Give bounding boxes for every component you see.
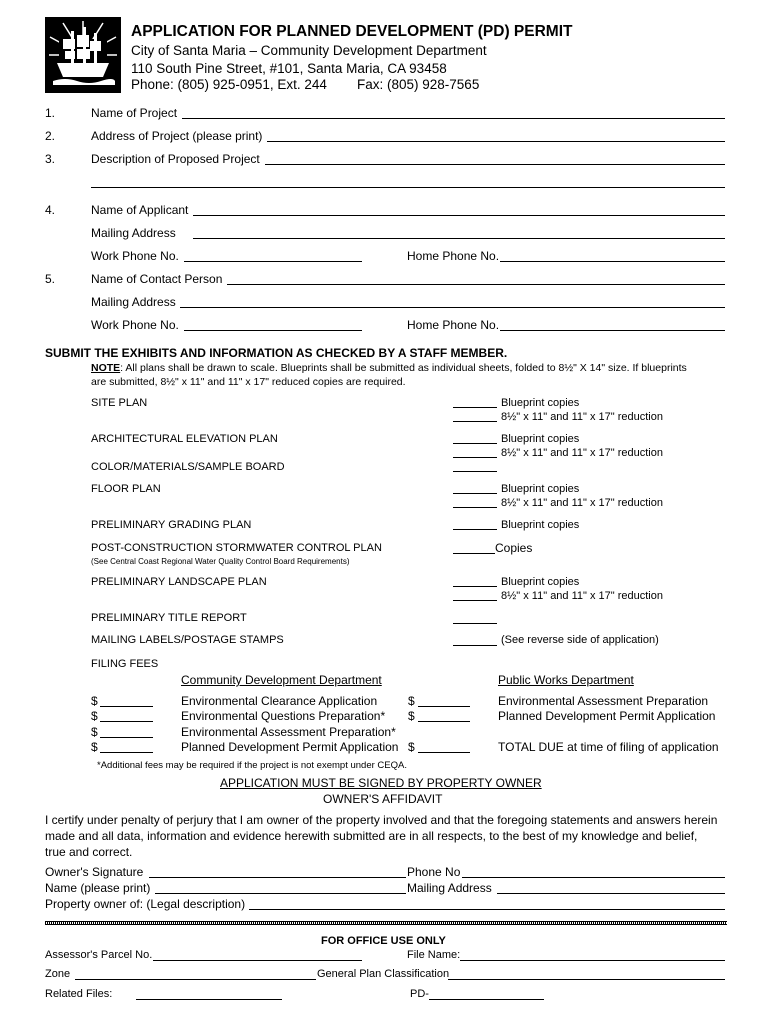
landscape-plan-label: PRELIMINARY LANDSCAPE PLAN xyxy=(91,576,267,588)
site-plan-blueprint-label: Blueprint copies xyxy=(501,397,580,409)
pw2-dollar: $ xyxy=(408,709,415,723)
applicant-home-phone-label: Home Phone No. xyxy=(407,249,500,263)
note-line-1 xyxy=(91,362,687,374)
grading-plan-blueprint-field[interactable] xyxy=(453,529,497,530)
floor-plan-reduction-label: 8½" x 11" and 11" x 17" reduction xyxy=(501,497,663,509)
filing-fees-label: FILING FEES xyxy=(91,658,159,670)
floor-plan-label: FLOOR PLAN xyxy=(91,483,161,495)
stormwater-copies-label: Copies xyxy=(495,541,533,555)
title-report-field[interactable] xyxy=(453,623,497,624)
arch-plan-reduction-field[interactable] xyxy=(453,457,497,458)
owner-signature-label: Owner's Signature xyxy=(45,865,144,879)
owner-name-label: Name (please print) xyxy=(45,881,151,895)
property-owner-of-label: Property owner of: (Legal description) xyxy=(45,897,246,911)
floor-plan-blueprint-field[interactable] xyxy=(453,493,497,494)
item-number-5: 5. xyxy=(45,272,56,286)
grading-plan-label: PRELIMINARY GRADING PLAN xyxy=(91,519,252,531)
site-plan-reduction-field[interactable] xyxy=(453,421,497,422)
floor-plan-reduction-field[interactable] xyxy=(453,507,497,508)
owner-mailing-field[interactable] xyxy=(497,893,725,894)
contact-mailing-field[interactable] xyxy=(180,307,725,308)
cdd3-amount-field[interactable] xyxy=(100,737,153,738)
cdd2-dollar: $ xyxy=(91,709,98,723)
arch-plan-blueprint-field[interactable] xyxy=(453,443,497,444)
contact-home-phone-label: Home Phone No. xyxy=(407,318,500,332)
legal-description-field[interactable] xyxy=(249,909,725,910)
apn-label: Assessor's Parcel No. xyxy=(45,949,153,961)
color-board-field[interactable] xyxy=(453,471,497,472)
owner-signature-field[interactable] xyxy=(149,877,406,878)
cdd4-amount-field[interactable] xyxy=(100,752,153,753)
contact-person-field[interactable] xyxy=(227,284,725,285)
applicant-mailing-label: Mailing Address xyxy=(91,226,176,240)
gp-class-label: General Plan Classification xyxy=(317,968,450,980)
owner-phone-label: Phone No xyxy=(407,865,461,879)
cdd1-amount-field[interactable] xyxy=(100,706,153,707)
department-fax: Fax: (805) 928-7565 xyxy=(357,77,480,92)
pw1-amount-field[interactable] xyxy=(418,706,470,707)
project-address-label: Address of Project (please print) xyxy=(91,129,263,143)
title-report-label: PRELIMINARY TITLE REPORT xyxy=(91,612,247,624)
zone-field[interactable] xyxy=(75,979,316,980)
item-number-3: 3. xyxy=(45,152,56,166)
arch-plan-blueprint-label: Blueprint copies xyxy=(501,433,580,445)
contact-home-phone-field[interactable] xyxy=(500,330,725,331)
arch-plan-label: ARCHITECTURAL ELEVATION PLAN xyxy=(91,433,278,445)
pd-label: PD- xyxy=(410,988,429,1000)
reverse-side-note: (See reverse side of application) xyxy=(501,634,659,646)
item-number-1: 1. xyxy=(45,106,56,120)
applicant-name-field[interactable] xyxy=(193,215,725,216)
department-address: 110 South Pine Street, #101, Santa Maria, CA 93458 xyxy=(131,61,447,76)
pw1-dollar: $ xyxy=(408,694,415,708)
related-files-label: Related Files: xyxy=(45,988,113,1000)
pd-number-field[interactable] xyxy=(429,999,544,1000)
note-text-1: : All plans shall be drawn to scale. Blueprints shall be submitted as individual sheets, folded to 8½" X 14" size. If blueprints xyxy=(120,362,687,374)
affidavit-text-1: I certify under penalty of perjury that I am owner of the property involved and that the foregoing statements and answers herein xyxy=(45,813,718,827)
cdd1-label: Environmental Clearance Application xyxy=(181,694,378,708)
floor-plan-blueprint-label: Blueprint copies xyxy=(501,483,580,495)
color-board-label: COLOR/MATERIALS/SAMPLE BOARD xyxy=(91,461,285,473)
note-line-2: are submitted, 8½" x 11" and 11" x 17" reduced copies are required. xyxy=(91,376,406,388)
city-seal-logo xyxy=(45,17,121,93)
fees-footnote: *Additional fees may be required if the project is not exempt under CEQA. xyxy=(97,760,407,771)
cdd-fees-heading: Community Development Department xyxy=(181,673,382,687)
affidavit-text-3: true and correct. xyxy=(45,845,133,859)
applicant-name-label: Name of Applicant xyxy=(91,203,189,217)
cdd2-amount-field[interactable] xyxy=(100,721,153,722)
affidavit-heading: OWNER'S AFFIDAVIT xyxy=(323,792,443,806)
department-phone: Phone: (805) 925-0951, Ext. 244 xyxy=(131,77,327,92)
applicant-work-phone-label: Work Phone No. xyxy=(91,249,179,263)
file-name-label: File Name: xyxy=(407,949,461,961)
owner-name-field[interactable] xyxy=(155,893,406,894)
site-plan-blueprint-field[interactable] xyxy=(453,407,497,408)
total-amount-field[interactable] xyxy=(418,752,470,753)
applicant-home-phone-field[interactable] xyxy=(500,261,725,262)
landscape-plan-blueprint-label: Blueprint copies xyxy=(501,576,580,588)
contact-work-phone-field[interactable] xyxy=(184,330,362,331)
site-plan-reduction-label: 8½" x 11" and 11" x 17" reduction xyxy=(501,411,663,423)
affidavit-text-2: made and all data, information and evidence herewith submitted are in all respects, to the best of my knowledge and belief, xyxy=(45,829,698,843)
applicant-mailing-field[interactable] xyxy=(193,238,725,239)
office-use-heading: FOR OFFICE USE ONLY xyxy=(321,935,446,947)
grading-plan-blueprint-label: Blueprint copies xyxy=(501,519,580,531)
project-description-label: Description of Proposed Project xyxy=(91,152,260,166)
item-number-2: 2. xyxy=(45,129,56,143)
project-name-label: Name of Project xyxy=(91,106,178,120)
total-dollar: $ xyxy=(408,740,415,754)
note-label: NOTE xyxy=(91,362,121,374)
department-name: City of Santa Maria – Community Development Department xyxy=(131,43,487,58)
contact-mailing-label: Mailing Address xyxy=(91,295,176,309)
landscape-plan-reduction-field[interactable] xyxy=(453,600,497,601)
mailing-labels-label: MAILING LABELS/POSTAGE STAMPS xyxy=(91,634,284,646)
zone-label: Zone xyxy=(45,968,71,980)
contact-person-label: Name of Contact Person xyxy=(91,272,223,286)
applicant-work-phone-field[interactable] xyxy=(184,261,362,262)
arch-plan-reduction-label: 8½" x 11" and 11" x 17" reduction xyxy=(501,447,663,459)
stormwater-copies-field[interactable] xyxy=(453,553,495,554)
mailing-labels-field[interactable] xyxy=(453,645,497,646)
gp-class-field[interactable] xyxy=(448,979,725,980)
cdd1-dollar: $ xyxy=(91,694,98,708)
must-sign-heading: APPLICATION MUST BE SIGNED BY PROPERTY OWNER xyxy=(220,776,542,790)
exhibits-heading: SUBMIT THE EXHIBITS AND INFORMATION AS CHECKED BY A STAFF MEMBER. xyxy=(45,346,508,360)
pw2-amount-field[interactable] xyxy=(418,721,470,722)
pw-fees-heading: Public Works Department xyxy=(498,673,634,687)
apn-field[interactable] xyxy=(153,960,362,961)
related-files-field[interactable] xyxy=(136,999,282,1000)
project-description-field-2[interactable] xyxy=(91,187,725,188)
cdd3-label: Environmental Assessment Preparation* xyxy=(181,725,396,739)
project-name-field[interactable] xyxy=(182,118,725,119)
project-description-field[interactable] xyxy=(265,164,725,165)
project-address-field[interactable] xyxy=(267,141,725,142)
pw1-label: Environmental Assessment Preparation xyxy=(498,694,709,708)
cdd4-label: Planned Development Permit Application xyxy=(181,740,399,754)
item-number-4: 4. xyxy=(45,203,56,217)
landscape-plan-reduction-label: 8½" x 11" and 11" x 17" reduction xyxy=(501,590,663,602)
pw2-label: Planned Development Permit Application xyxy=(498,709,716,723)
cdd4-dollar: $ xyxy=(91,740,98,754)
cdd2-label: Environmental Questions Preparation* xyxy=(181,709,386,723)
cdd3-dollar: $ xyxy=(91,725,98,739)
form-title: APPLICATION FOR PLANNED DEVELOPMENT (PD) PERMIT xyxy=(131,23,573,40)
stormwater-plan-label: POST-CONSTRUCTION STORMWATER CONTROL PLAN xyxy=(91,542,382,554)
total-due-label: TOTAL DUE at time of filing of application xyxy=(498,740,719,754)
contact-work-phone-label: Work Phone No. xyxy=(91,318,179,332)
stormwater-note: (See Central Coast Regional Water Quality Control Board Requirements) xyxy=(91,557,350,566)
divider-rule xyxy=(45,921,727,925)
landscape-plan-blueprint-field[interactable] xyxy=(453,586,497,587)
site-plan-label: SITE PLAN xyxy=(91,397,148,409)
owner-phone-field[interactable] xyxy=(462,877,725,878)
file-name-field[interactable] xyxy=(460,960,725,961)
owner-mailing-label: Mailing Address xyxy=(407,881,492,895)
